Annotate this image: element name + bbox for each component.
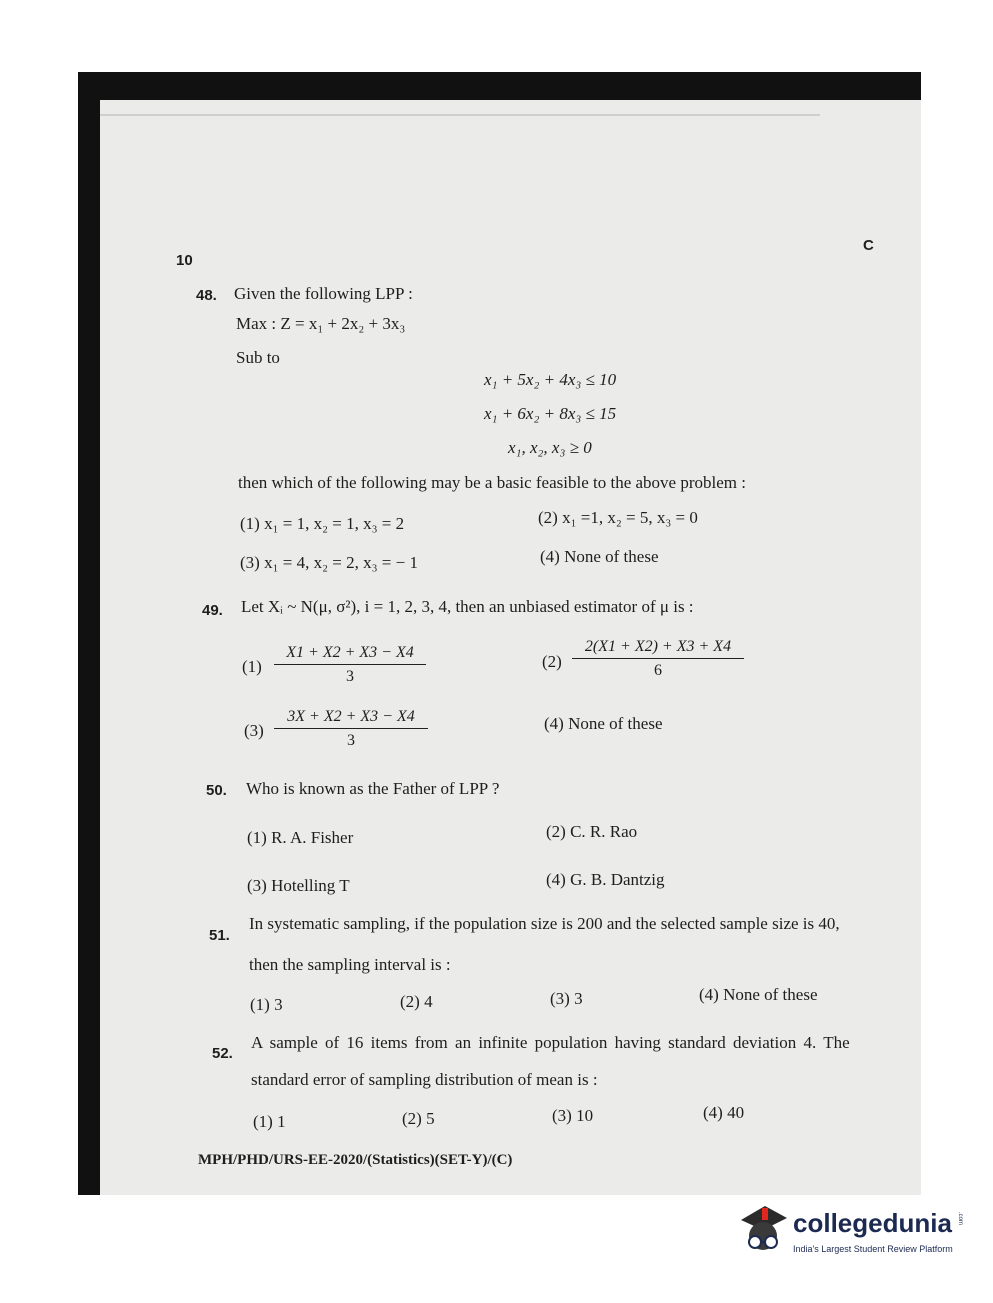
brand-name: collegedunia [793,1208,952,1238]
q48-constraint-1: x₁ + 5x₂ + 4x₃ ≤ 10 [484,370,617,389]
exam-page [100,100,921,1195]
q49-option-1-denominator: 3 [346,668,354,685]
q49-option-3-label: (3) [244,721,264,740]
q49-option-2-numerator: 2(X1 + X2) + X3 + X4 [572,638,744,659]
q49-option-3-numerator: 3X + X2 + X3 − X4 [274,708,428,729]
q49-option-1-fraction [274,644,426,686]
page-number: 10 [176,252,193,269]
question-number-50: 50. [206,782,227,799]
q48-constraint-3: x₁, x₂, x₃ ≥ 0 [508,438,592,457]
q48-stem: Given the following LPP : [234,284,413,303]
q50-option-1: (1) R. A. Fisher [247,828,354,847]
q52-stem-line-2: standard error of sampling distribution of mean is : [251,1070,598,1089]
q50-stem: Who is known as the Father of LPP ? [246,779,500,798]
brand-tagline: India's Largest Student Review Platform [793,1244,953,1254]
set-letter: C [863,237,874,254]
q49-option-2-denominator: 6 [654,662,662,679]
q51-option-3: (3) 3 [550,989,583,1008]
q51-option-4: (4) None of these [699,985,818,1004]
question-number-52: 52. [212,1045,233,1062]
question-number-51: 51. [209,927,230,944]
q49-option-1-label: (1) [242,657,262,676]
mascot-icon [735,1198,791,1258]
brand-suffix: .com [957,1212,963,1226]
q50-option-2: (2) C. R. Rao [546,822,638,841]
q49-option-3-fraction [274,708,428,750]
q49-option-2-fraction [572,638,744,680]
q52-option-3: (3) 10 [552,1106,594,1125]
q49-option-3-denominator: 3 [347,732,355,749]
collegedunia-logo[interactable] [735,1198,965,1268]
question-number-49: 49. [202,602,223,619]
q49-stem: Let Xᵢ ~ N(μ, σ²), i = 1, 2, 3, 4, then an unbiased estimator of μ is : [241,597,694,616]
q52-option-1: (1) 1 [253,1112,286,1131]
q49-option-2-label: (2) [542,652,562,671]
footer-code: MPH/PHD/URS-EE-2020/(Statistics)(SET-Y)/(C) [198,1152,513,1168]
q49-option-1-numerator: X1 + X2 + X3 − X4 [274,644,426,665]
q51-stem-line-1: In systematic sampling, if the population size is 200 and the selected sample size is 40, [249,914,840,933]
question-number-48: 48. [196,287,217,304]
q48-option-4: (4) None of these [540,547,659,566]
q51-option-2: (2) 4 [400,992,433,1011]
q48-sub-to: Sub to [236,348,280,367]
q48-option-1: (1) x₁ = 1, x₂ = 1, x₃ = 2 [240,514,405,533]
q52-option-2: (2) 5 [402,1109,435,1128]
q48-question: then which of the following may be a basic feasible to the above problem : [238,473,746,492]
q49-option-4: (4) None of these [544,714,663,733]
q51-stem-line-2: then the sampling interval is : [249,955,451,974]
q52-option-4: (4) 40 [703,1103,745,1122]
q50-option-3: (3) Hotelling T [247,876,350,895]
q48-option-2: (2) x₁ =1, x₂ = 5, x₃ = 0 [538,508,698,527]
q48-option-3: (3) x₁ = 4, x₂ = 2, x₃ = − 1 [240,553,418,572]
q48-constraint-2: x₁ + 6x₂ + 8x₃ ≤ 15 [484,404,617,423]
q50-option-4: (4) G. B. Dantzig [546,870,665,889]
q48-objective: Max : Z = x₁ + 2x₂ + 3x₃ [236,314,406,333]
q52-stem-line-1: A sample of 16 items from an infinite population having standard deviation 4. The [251,1033,850,1052]
q51-option-1: (1) 3 [250,995,283,1014]
